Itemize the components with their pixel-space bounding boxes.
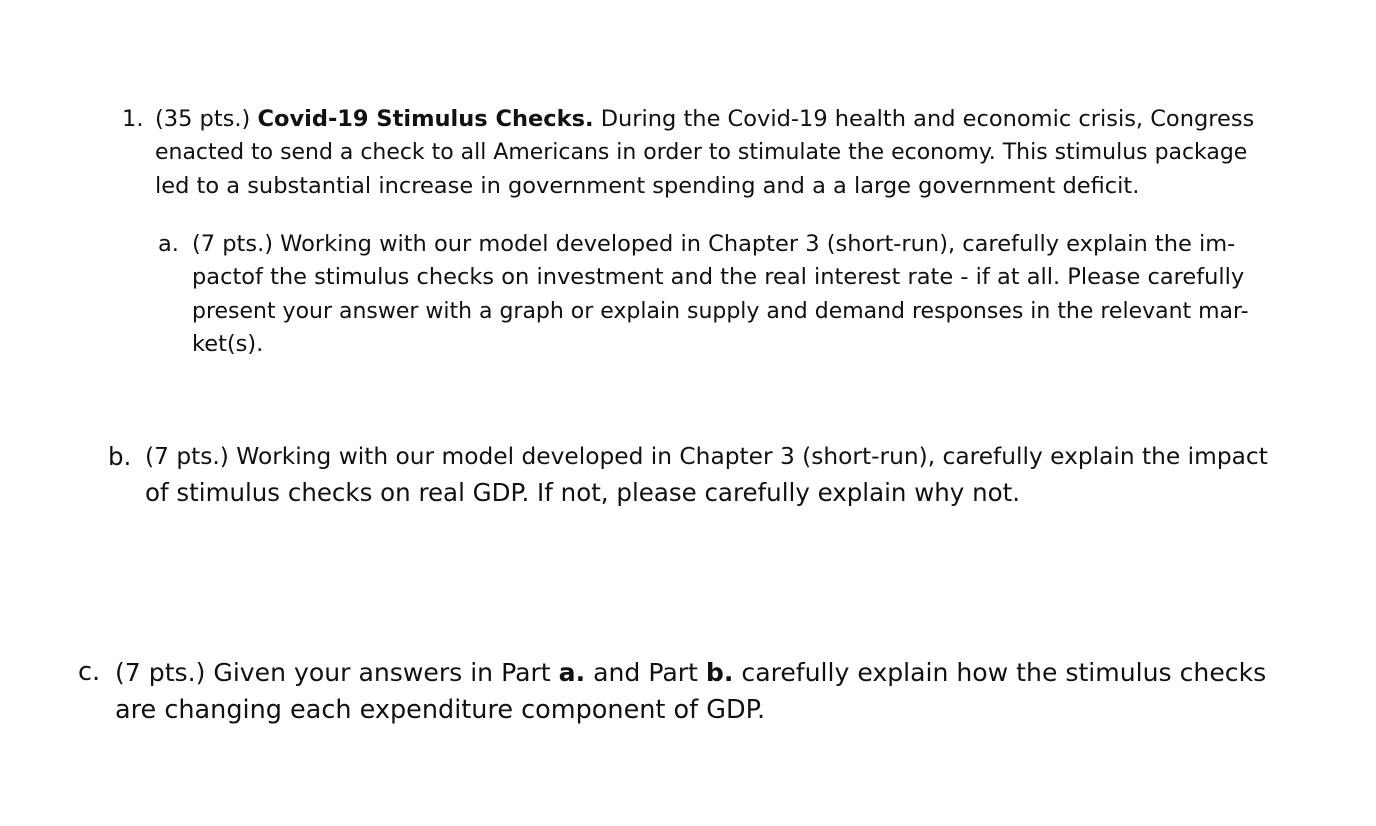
part-b-label: b. <box>108 442 132 471</box>
question-1-line-3: led to a substantial increase in government spending and a a large government deficit. <box>155 172 1140 199</box>
part-c-line-2: are changing each expenditure component of GDP. <box>115 694 766 725</box>
part-b-line-2: of stimulus checks on real GDP. If not, please carefully explain why not. <box>145 478 1021 507</box>
question-1-line-1 <box>155 103 1254 136</box>
part-c-text-3: carefully explain how the stimulus checks <box>733 658 1267 687</box>
part-c-text-2: and Part <box>585 658 706 687</box>
part-a-line-1: (7 pts.) Working with our model developed in Chapter 3 (short-run), carefully explain the im- <box>192 231 1236 257</box>
part-c-text-1: (7 pts.) Given your answers in Part <box>115 658 559 687</box>
part-c-ref-a: a. <box>558 658 586 687</box>
part-c-label: c. <box>78 657 101 687</box>
question-1 <box>122 103 1254 203</box>
part-a-line-2: pactof the stimulus checks on investment and the real interest rate - if at all. Please carefully <box>192 264 1245 291</box>
part-c-line-1 <box>115 654 1272 692</box>
part-b-line-1: (7 pts.) Working with our model developed in Chapter 3 (short-run), carefully explain the impact <box>145 443 1268 470</box>
question-title: Covid-19 Stimulus Checks. <box>257 106 594 132</box>
question-1-line-1-text: During the Covid-19 health and economic crisis, Congress <box>600 106 1255 132</box>
part-a-label: a. <box>158 231 179 257</box>
part-a <box>158 228 1254 362</box>
part-c <box>78 654 1272 729</box>
question-1-line-2: enacted to send a check to all Americans in order to stimulate the economy. This stimulus package <box>155 140 1248 166</box>
part-a-line-4: ket(s). <box>192 331 264 358</box>
question-points: (35 pts.) <box>155 106 251 132</box>
part-a-line-3: present your answer with a graph or explain supply and demand responses in the relevant mar- <box>192 298 1249 324</box>
question-number: 1. <box>122 106 144 132</box>
part-c-ref-b: b. <box>705 658 734 687</box>
part-b <box>108 439 1274 511</box>
